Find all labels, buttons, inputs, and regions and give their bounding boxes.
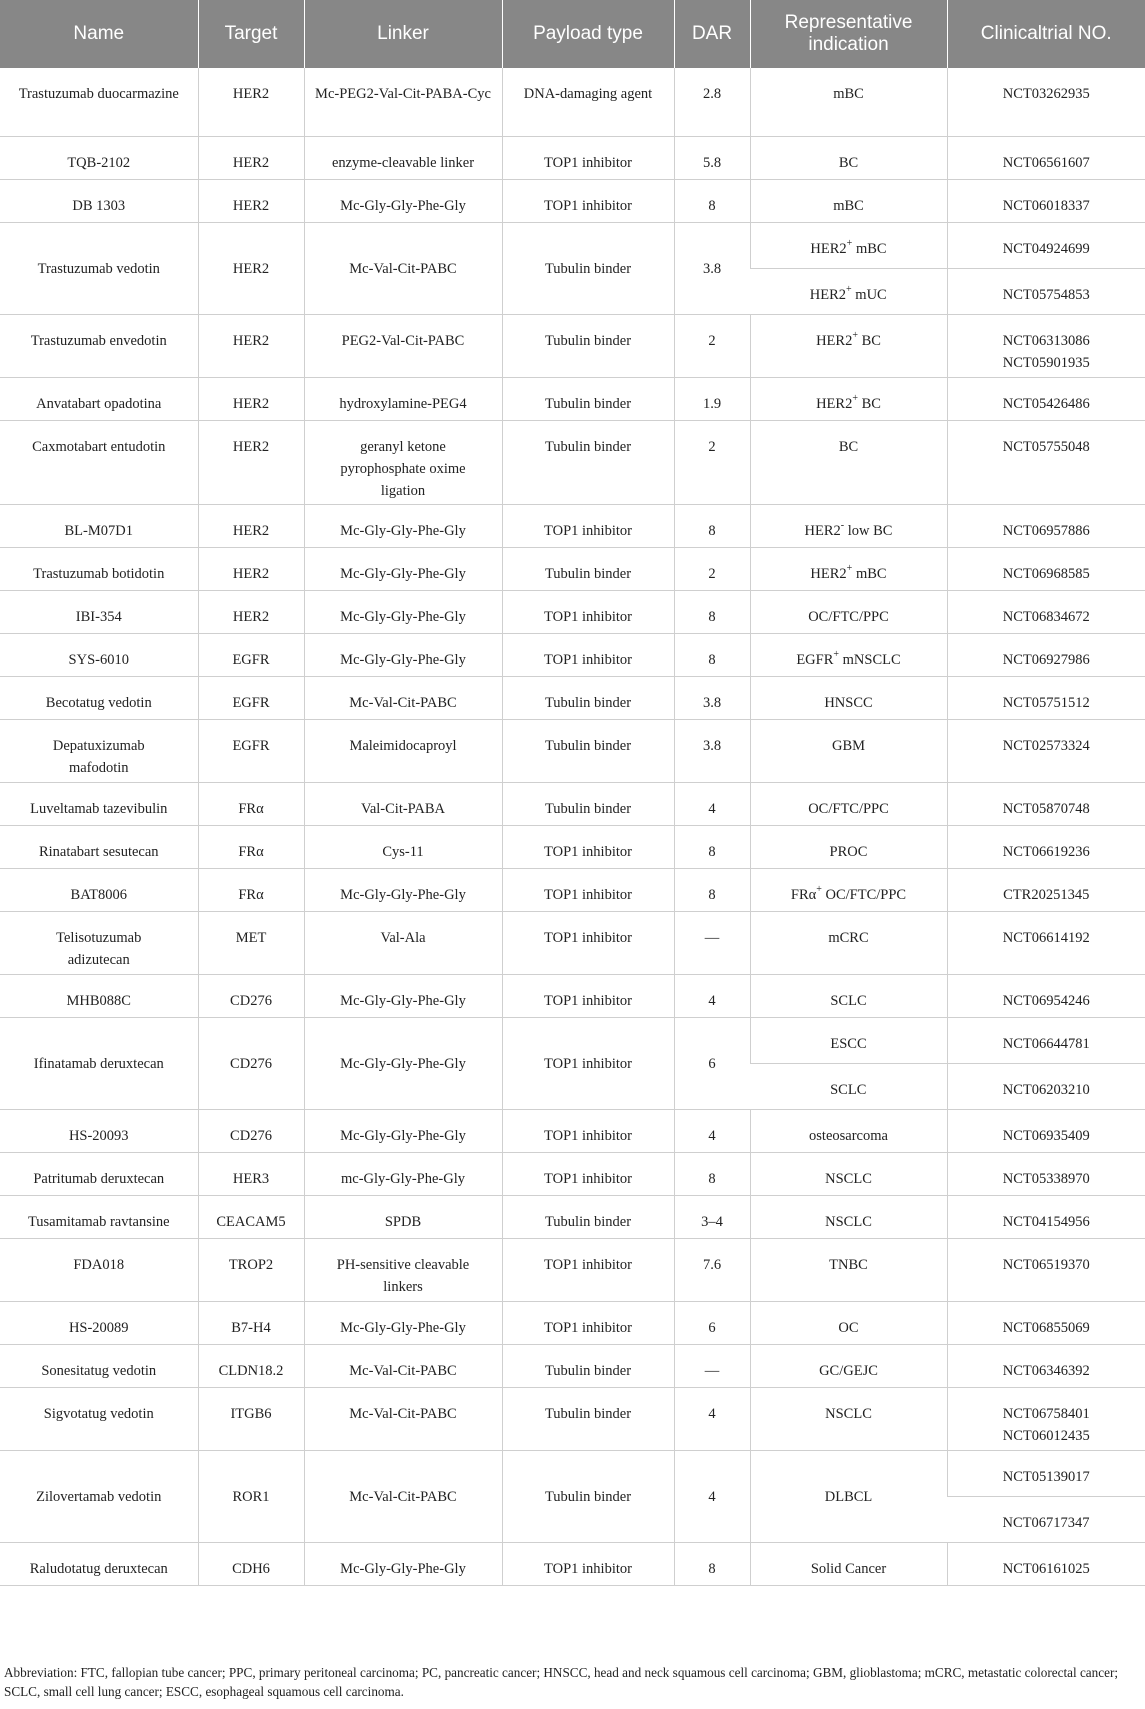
- table-row: [0, 912, 1145, 975]
- cell-nct: NCT06644781: [947, 1018, 1145, 1064]
- cell-dar: 3.8: [674, 677, 750, 720]
- cell-target: HER2: [198, 223, 304, 315]
- cell-nct: NCT06203210: [947, 1064, 1145, 1110]
- cell-name: Rinatabart sesutecan: [0, 826, 198, 869]
- cell-indication: HER2+ mBC: [750, 223, 947, 269]
- cell-linker: enzyme-cleavable linker: [304, 137, 502, 180]
- cell-target: HER2: [198, 315, 304, 378]
- cell-indication: SCLC: [750, 1064, 947, 1110]
- cell-nct: NCT06614192: [947, 912, 1145, 975]
- table-row: [0, 783, 1145, 826]
- cell-indication: DLBCL: [750, 1451, 947, 1543]
- cell-dar: 6: [674, 1302, 750, 1345]
- cell-dar: 8: [674, 1543, 750, 1586]
- cell-name: DB 1303: [0, 180, 198, 223]
- cell-dar: 4: [674, 783, 750, 826]
- cell-nct: NCT06018337: [947, 180, 1145, 223]
- cell-name: Raludotatug deruxtecan: [0, 1543, 198, 1586]
- cell-linker: hydroxylamine-PEG4: [304, 378, 502, 421]
- cell-nct: NCT06957886: [947, 505, 1145, 548]
- cell-target: HER2: [198, 180, 304, 223]
- table-row: [0, 1239, 1145, 1302]
- cell-nct: NCT04924699: [947, 223, 1145, 269]
- header-row: [0, 0, 1145, 68]
- cell-linker: Mc-Val-Cit-PABC: [304, 1345, 502, 1388]
- cell-payload: Tubulin binder: [502, 677, 674, 720]
- cell-linker: Maleimidocaproyl: [304, 720, 502, 783]
- header-payload-type: Payload type: [502, 0, 674, 68]
- cell-nct: NCT06313086 NCT05901935: [947, 315, 1145, 378]
- cell-indication: mCRC: [750, 912, 947, 975]
- cell-dar: 5.8: [674, 137, 750, 180]
- header-clinicaltrial: Clinicaltrial NO.: [947, 0, 1145, 68]
- cell-linker: PEG2-Val-Cit-PABC: [304, 315, 502, 378]
- cell-nct: NCT06855069: [947, 1302, 1145, 1345]
- table-row: [0, 1388, 1145, 1451]
- cell-dar: 3–4: [674, 1196, 750, 1239]
- cell-nct: NCT05755048: [947, 421, 1145, 505]
- header-dar: DAR: [674, 0, 750, 68]
- cell-linker: Mc-Gly-Gly-Phe-Gly: [304, 1018, 502, 1110]
- cell-name: Patritumab deruxtecan: [0, 1153, 198, 1196]
- cell-payload: TOP1 inhibitor: [502, 591, 674, 634]
- cell-target: CDH6: [198, 1543, 304, 1586]
- cell-dar: 8: [674, 869, 750, 912]
- cell-indication: HNSCC: [750, 677, 947, 720]
- cell-name: Trastuzumab botidotin: [0, 548, 198, 591]
- table-row: [0, 869, 1145, 912]
- cell-target: HER2: [198, 68, 304, 137]
- header-target: Target: [198, 0, 304, 68]
- table-row: [0, 548, 1145, 591]
- cell-linker: Mc-Val-Cit-PABC: [304, 1388, 502, 1451]
- cell-dar: 4: [674, 1388, 750, 1451]
- cell-name: Zilovertamab vedotin: [0, 1451, 198, 1543]
- cell-payload: Tubulin binder: [502, 378, 674, 421]
- cell-payload: Tubulin binder: [502, 783, 674, 826]
- cell-payload: TOP1 inhibitor: [502, 1018, 674, 1110]
- cell-dar: 2.8: [674, 68, 750, 137]
- cell-target: CEACAM5: [198, 1196, 304, 1239]
- cell-payload: DNA-damaging agent: [502, 68, 674, 137]
- cell-indication: FRα+ OC/FTC/PPC: [750, 869, 947, 912]
- cell-nct: NCT05751512: [947, 677, 1145, 720]
- table-row: [0, 1153, 1145, 1196]
- table-row: [0, 1543, 1145, 1586]
- cell-payload: TOP1 inhibitor: [502, 1543, 674, 1586]
- cell-nct: NCT06758401 NCT06012435: [947, 1388, 1145, 1451]
- cell-dar: 8: [674, 591, 750, 634]
- cell-dar: —: [674, 1345, 750, 1388]
- cell-payload: TOP1 inhibitor: [502, 869, 674, 912]
- cell-nct: NCT06519370: [947, 1239, 1145, 1302]
- cell-target: HER3: [198, 1153, 304, 1196]
- cell-dar: 4: [674, 1451, 750, 1543]
- cell-nct: NCT06968585: [947, 548, 1145, 591]
- table-row: [0, 505, 1145, 548]
- cell-dar: 2: [674, 421, 750, 505]
- cell-name: BAT8006: [0, 869, 198, 912]
- cell-linker: Mc-Gly-Gly-Phe-Gly: [304, 180, 502, 223]
- cell-nct: NCT06619236: [947, 826, 1145, 869]
- cell-nct: NCT06717347: [947, 1497, 1145, 1543]
- cell-indication: HER2+ BC: [750, 378, 947, 421]
- cell-indication: NSCLC: [750, 1153, 947, 1196]
- cell-payload: Tubulin binder: [502, 548, 674, 591]
- cell-target: EGFR: [198, 677, 304, 720]
- table-row: [0, 1451, 1145, 1497]
- cell-linker: geranyl ketone pyrophosphate oxime ligation: [304, 421, 502, 505]
- cell-name: HS-20089: [0, 1302, 198, 1345]
- cell-indication: ESCC: [750, 1018, 947, 1064]
- header-indication: Representative indication: [750, 0, 947, 68]
- cell-indication: BC: [750, 421, 947, 505]
- cell-indication: HER2+ mBC: [750, 548, 947, 591]
- cell-payload: TOP1 inhibitor: [502, 826, 674, 869]
- cell-indication: NSCLC: [750, 1196, 947, 1239]
- cell-nct: NCT06346392: [947, 1345, 1145, 1388]
- cell-payload: TOP1 inhibitor: [502, 1302, 674, 1345]
- cell-target: HER2: [198, 421, 304, 505]
- cell-linker: Mc-Val-Cit-PABC: [304, 223, 502, 315]
- cell-linker: PH-sensitive cleavable linkers: [304, 1239, 502, 1302]
- cell-indication: OC/FTC/PPC: [750, 783, 947, 826]
- table-row: [0, 591, 1145, 634]
- cell-nct: NCT05338970: [947, 1153, 1145, 1196]
- table-row: [0, 421, 1145, 505]
- table-row: [0, 223, 1145, 269]
- cell-payload: Tubulin binder: [502, 1388, 674, 1451]
- cell-target: ROR1: [198, 1451, 304, 1543]
- cell-nct: NCT05870748: [947, 783, 1145, 826]
- cell-indication: OC: [750, 1302, 947, 1345]
- cell-target: EGFR: [198, 634, 304, 677]
- cell-indication: GC/GEJC: [750, 1345, 947, 1388]
- cell-payload: TOP1 inhibitor: [502, 180, 674, 223]
- cell-target: FRα: [198, 869, 304, 912]
- cell-nct: NCT06561607: [947, 137, 1145, 180]
- cell-payload: TOP1 inhibitor: [502, 1239, 674, 1302]
- cell-name: Tusamitamab ravtansine: [0, 1196, 198, 1239]
- cell-nct: NCT06834672: [947, 591, 1145, 634]
- cell-target: ITGB6: [198, 1388, 304, 1451]
- cell-indication: BC: [750, 137, 947, 180]
- cell-linker: Mc-Val-Cit-PABC: [304, 1451, 502, 1543]
- cell-linker: Mc-Gly-Gly-Phe-Gly: [304, 505, 502, 548]
- table-row: [0, 1196, 1145, 1239]
- cell-payload: TOP1 inhibitor: [502, 1110, 674, 1153]
- table-row: [0, 677, 1145, 720]
- table-row: [0, 68, 1145, 137]
- cell-nct: NCT06927986: [947, 634, 1145, 677]
- cell-linker: Val-Cit-PABA: [304, 783, 502, 826]
- cell-dar: 1.9: [674, 378, 750, 421]
- cell-indication: HER2+ mUC: [750, 269, 947, 315]
- cell-linker: Cys-11: [304, 826, 502, 869]
- cell-payload: Tubulin binder: [502, 421, 674, 505]
- cell-payload: TOP1 inhibitor: [502, 975, 674, 1018]
- cell-name: MHB088C: [0, 975, 198, 1018]
- header-name: Name: [0, 0, 198, 68]
- cell-name: Trastuzumab envedotin: [0, 315, 198, 378]
- cell-name: TQB-2102: [0, 137, 198, 180]
- cell-dar: 8: [674, 826, 750, 869]
- cell-nct: CTR20251345: [947, 869, 1145, 912]
- cell-indication: mBC: [750, 180, 947, 223]
- cell-dar: 3.8: [674, 720, 750, 783]
- cell-nct: NCT05754853: [947, 269, 1145, 315]
- cell-payload: TOP1 inhibitor: [502, 1153, 674, 1196]
- cell-indication: mBC: [750, 68, 947, 137]
- cell-nct: NCT03262935: [947, 68, 1145, 137]
- table-row: [0, 1110, 1145, 1153]
- cell-indication: TNBC: [750, 1239, 947, 1302]
- cell-linker: Mc-Gly-Gly-Phe-Gly: [304, 869, 502, 912]
- table-row: [0, 1345, 1145, 1388]
- cell-name: Caxmotabart entudotin: [0, 421, 198, 505]
- table-row: [0, 137, 1145, 180]
- cell-payload: TOP1 inhibitor: [502, 634, 674, 677]
- cell-target: CLDN18.2: [198, 1345, 304, 1388]
- cell-indication: osteosarcoma: [750, 1110, 947, 1153]
- cell-nct: NCT06935409: [947, 1110, 1145, 1153]
- cell-payload: Tubulin binder: [502, 720, 674, 783]
- cell-dar: —: [674, 912, 750, 975]
- cell-name: BL-M07D1: [0, 505, 198, 548]
- abbreviation-footnote: Abbreviation: FTC, fallopian tube cancer; PPC, primary peritoneal carcinoma; PC, pancreatic cancer; HNSCC, head and neck squamous cell carcinoma; GBM, glioblastoma; mCRC, metastatic colorectal cancer; SCLC, small cell lung cancer; ESCC, esophageal squamous cell carcinoma.: [4, 1665, 1119, 1699]
- cell-target: HER2: [198, 591, 304, 634]
- cell-target: CD276: [198, 1018, 304, 1110]
- cell-linker: Mc-Val-Cit-PABC: [304, 677, 502, 720]
- cell-linker: Mc-PEG2-Val-Cit-PABA-Cyc: [304, 68, 502, 137]
- cell-name: Anvatabart opadotina: [0, 378, 198, 421]
- cell-indication: GBM: [750, 720, 947, 783]
- cell-payload: TOP1 inhibitor: [502, 505, 674, 548]
- cell-name: Ifinatamab deruxtecan: [0, 1018, 198, 1110]
- table-row: [0, 1302, 1145, 1345]
- cell-linker: Mc-Gly-Gly-Phe-Gly: [304, 548, 502, 591]
- cell-payload: TOP1 inhibitor: [502, 137, 674, 180]
- cell-name: Sigvotatug vedotin: [0, 1388, 198, 1451]
- cell-payload: Tubulin binder: [502, 315, 674, 378]
- cell-payload: Tubulin binder: [502, 1451, 674, 1543]
- cell-target: FRα: [198, 783, 304, 826]
- table-row: [0, 826, 1145, 869]
- table-row: [0, 975, 1145, 1018]
- cell-payload: Tubulin binder: [502, 1196, 674, 1239]
- cell-dar: 4: [674, 1110, 750, 1153]
- cell-dar: 3.8: [674, 223, 750, 315]
- cell-indication: EGFR+ mNSCLC: [750, 634, 947, 677]
- cell-linker: Mc-Gly-Gly-Phe-Gly: [304, 634, 502, 677]
- cell-target: HER2: [198, 378, 304, 421]
- cell-linker: Mc-Gly-Gly-Phe-Gly: [304, 1543, 502, 1586]
- table-row: [0, 1018, 1145, 1064]
- cell-name: Becotatug vedotin: [0, 677, 198, 720]
- cell-indication: PROC: [750, 826, 947, 869]
- cell-dar: 8: [674, 505, 750, 548]
- cell-linker: SPDB: [304, 1196, 502, 1239]
- cell-payload: Tubulin binder: [502, 223, 674, 315]
- cell-name: HS-20093: [0, 1110, 198, 1153]
- cell-dar: 2: [674, 315, 750, 378]
- cell-dar: 7.6: [674, 1239, 750, 1302]
- cell-name: IBI-354: [0, 591, 198, 634]
- cell-target: CD276: [198, 975, 304, 1018]
- cell-dar: 8: [674, 634, 750, 677]
- cell-name: FDA018: [0, 1239, 198, 1302]
- cell-indication: Solid Cancer: [750, 1543, 947, 1586]
- cell-dar: 4: [674, 975, 750, 1018]
- cell-nct: NCT06161025: [947, 1543, 1145, 1586]
- cell-name: Sonesitatug vedotin: [0, 1345, 198, 1388]
- cell-indication: HER2+ BC: [750, 315, 947, 378]
- cell-indication: SCLC: [750, 975, 947, 1018]
- cell-indication: NSCLC: [750, 1388, 947, 1451]
- cell-dar: 8: [674, 180, 750, 223]
- table-row: [0, 315, 1145, 378]
- cell-target: HER2: [198, 137, 304, 180]
- cell-target: TROP2: [198, 1239, 304, 1302]
- cell-nct: NCT04154956: [947, 1196, 1145, 1239]
- cell-linker: Mc-Gly-Gly-Phe-Gly: [304, 975, 502, 1018]
- cell-payload: Tubulin binder: [502, 1345, 674, 1388]
- cell-nct: NCT02573324: [947, 720, 1145, 783]
- cell-dar: 2: [674, 548, 750, 591]
- cell-name: Trastuzumab vedotin: [0, 223, 198, 315]
- cell-target: FRα: [198, 826, 304, 869]
- cell-indication: HER2- low BC: [750, 505, 947, 548]
- cell-linker: mc-Gly-Gly-Phe-Gly: [304, 1153, 502, 1196]
- cell-linker: Mc-Gly-Gly-Phe-Gly: [304, 1110, 502, 1153]
- cell-linker: Mc-Gly-Gly-Phe-Gly: [304, 591, 502, 634]
- cell-target: MET: [198, 912, 304, 975]
- cell-name: Luveltamab tazevibulin: [0, 783, 198, 826]
- cell-linker: Val-Ala: [304, 912, 502, 975]
- cell-name: Telisotuzumab adizutecan: [0, 912, 198, 975]
- cell-dar: 6: [674, 1018, 750, 1110]
- cell-indication: OC/FTC/PPC: [750, 591, 947, 634]
- cell-name: Trastuzumab duocarmazine: [0, 68, 198, 137]
- cell-target: HER2: [198, 505, 304, 548]
- cell-nct: NCT06954246: [947, 975, 1145, 1018]
- table-row: [0, 720, 1145, 783]
- cell-payload: TOP1 inhibitor: [502, 912, 674, 975]
- cell-name: Depatuxizumab mafodotin: [0, 720, 198, 783]
- cell-name: SYS-6010: [0, 634, 198, 677]
- cell-target: B7-H4: [198, 1302, 304, 1345]
- header-linker: Linker: [304, 0, 502, 68]
- cell-linker: Mc-Gly-Gly-Phe-Gly: [304, 1302, 502, 1345]
- table-row: [0, 180, 1145, 223]
- cell-nct: NCT05139017: [947, 1451, 1145, 1497]
- cell-target: HER2: [198, 548, 304, 591]
- cell-nct: NCT05426486: [947, 378, 1145, 421]
- cell-target: EGFR: [198, 720, 304, 783]
- cell-dar: 8: [674, 1153, 750, 1196]
- table-row: [0, 378, 1145, 421]
- table-row: [0, 634, 1145, 677]
- cell-target: CD276: [198, 1110, 304, 1153]
